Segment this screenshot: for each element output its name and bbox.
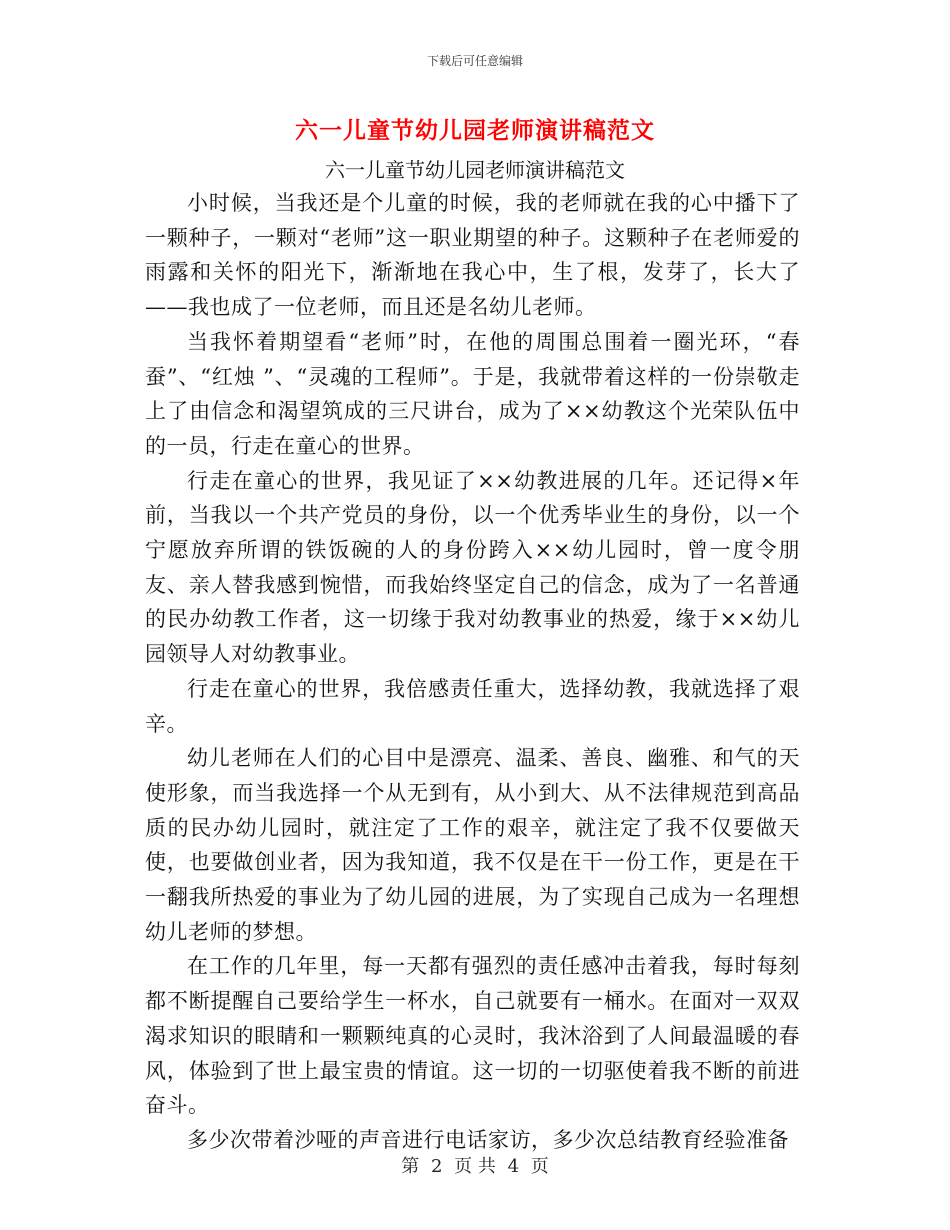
footer-page-number: 2	[430, 1156, 443, 1177]
document-subtitle: 六一儿童节幼儿园老师演讲稿范文	[325, 158, 625, 182]
paragraph-2: 当我怀着期望看“老师”时，在他的周围总围着一圈光环，“春蚕”、“红烛 ”、“灵魂的工程师”。于是，我就带着这样的一份崇敬走上了由信念和渴望筑成的三尺讲台，成为了××幼教这个光荣队伍中的一员，行走在童心的世界。	[145, 329, 800, 458]
paragraph-5: 幼儿老师在人们的心目中是漂亮、温柔、善良、幽雅、和气的天使形象，而当我选择一个从无到有，从小到大、从不法律规范到高品质的民办幼儿园时，就注定了工作的艰辛，就注定了我不仅要做天使，也要做创业者，因为我知道，我不仅是在干一份工作，更是在干一翻我所热爱的事业为了幼儿园的进展，为了实现自己成为一名理想幼儿老师的梦想。	[145, 746, 800, 944]
paragraph-7: 多少次带着沙哑的声音进行电话家访，多少次总结教育经验准备	[187, 1127, 789, 1152]
footer-middle: 页 共	[454, 1156, 496, 1177]
paragraph-3: 行走在童心的世界，我见证了××幼教进展的几年。还记得×年前，当我以一个共产党员的身份，以一个优秀毕业生的身份，以一个宁愿放弃所谓的铁饭碗的人的身份跨入××幼儿园时，曾一度令朋友、亲人替我感到惋惜，而我始终坚定自己的信念，成为了一名普通的民办幼教工作者，这一切缘于我对幼教事业的热爱，缘于××幼儿园领导人对幼教事业。	[145, 468, 800, 667]
paragraph-4: 行走在童心的世界，我倍感责任重大，选择幼教，我就选择了艰辛。	[145, 676, 800, 736]
paragraph-6: 在工作的几年里，每一天都有强烈的责任感冲击着我，每时每刻都不断提醒自己要给学生一杯水，自己就要有一桶水。在面对一双双渴求知识的眼睛和一颗颗纯真的心灵时，我沐浴到了人间最温暖的春风，体验到了世上最宝贵的情谊。这一切的一切驱使着我不断的前进奋斗。	[145, 954, 800, 1118]
header-note: 下载后可任意编辑	[426, 54, 523, 68]
document-title: 六一儿童节幼儿园老师演讲稿范文	[295, 117, 655, 144]
footer-total-pages: 4	[507, 1156, 520, 1177]
footer-prefix: 第	[401, 1156, 420, 1177]
footer-suffix: 页	[530, 1156, 549, 1177]
paragraph-1: 小时候，当我还是个儿童的时候，我的老师就在我的心中播下了一颗种子，一颗对“老师”这一职业期望的种子。这颗种子在老师爱的雨露和关怀的阳光下，渐渐地在我心中，生了根，发芽了，长大了——我也成了一位老师，而且还是名幼儿老师。	[145, 191, 800, 320]
page-footer	[0, 1152, 950, 1178]
body-text	[145, 186, 800, 1158]
